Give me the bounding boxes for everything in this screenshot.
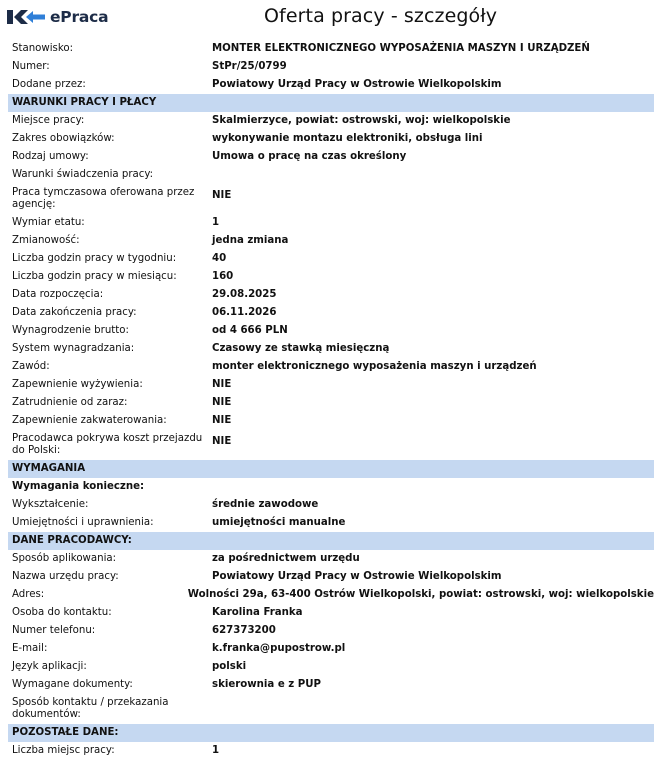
detail-label: Wymiar etatu: <box>12 217 85 228</box>
detail-label: Zmianowość: <box>12 235 80 246</box>
detail-row <box>8 250 654 268</box>
detail-label: Język aplikacji: <box>12 661 87 672</box>
detail-value: Umowa o pracę na czas określony <box>212 151 407 162</box>
detail-value: od 4 666 PLN <box>212 325 288 336</box>
detail-row-dodane-przez <box>8 76 654 94</box>
detail-label: Liczba godzin pracy w miesiącu: <box>12 271 177 282</box>
detail-row-stanowisko <box>8 40 654 58</box>
epraca-logo-icon <box>6 7 46 27</box>
detail-row <box>8 430 654 460</box>
detail-value <box>212 697 654 724</box>
detail-row <box>8 514 654 532</box>
detail-row <box>8 268 654 286</box>
detail-label: Data rozpoczęcia: <box>12 289 104 300</box>
detail-row <box>8 184 654 214</box>
detail-label: Adres: <box>12 589 45 600</box>
detail-row <box>8 148 654 166</box>
detail-value: NIE <box>212 190 232 201</box>
detail-value: StPr/25/0799 <box>212 61 287 72</box>
detail-value: MONTER ELEKTRONICZNEGO WYPOSAŻENIA MASZYN I URZĄDZEŃ <box>212 43 590 54</box>
detail-row <box>8 640 654 658</box>
detail-row <box>8 496 654 514</box>
detail-label: System wynagradzania: <box>12 343 135 354</box>
detail-value: 627373200 <box>212 625 276 636</box>
detail-value: Powiatowy Urząd Pracy w Ostrowie Wielkopolskim <box>212 79 502 90</box>
detail-row <box>8 604 654 622</box>
section-header-warunki: WARUNKI PRACY I PŁACY <box>8 94 654 112</box>
detail-value: Karolina Franka <box>212 607 303 618</box>
detail-value: NIE <box>212 415 232 426</box>
detail-value: 40 <box>212 253 227 264</box>
detail-label: Nazwa urzędu pracy: <box>12 571 119 582</box>
detail-label: E-mail: <box>12 643 48 654</box>
detail-label: Warunki świadczenia pracy: <box>12 169 154 180</box>
detail-row <box>8 568 654 586</box>
detail-label: Rodzaj umowy: <box>12 151 89 162</box>
detail-row <box>8 586 654 604</box>
detail-label: Miejsce pracy: <box>12 115 85 126</box>
detail-label: Liczba miejsc pracy: <box>12 745 115 756</box>
detail-label: Data zakończenia pracy: <box>12 307 137 318</box>
detail-row-numer <box>8 58 654 76</box>
detail-row <box>8 376 654 394</box>
epraca-logo[interactable] <box>6 6 108 28</box>
detail-label: Wynagrodzenie brutto: <box>12 325 129 336</box>
detail-row <box>8 112 654 130</box>
detail-row <box>8 658 654 676</box>
detail-value <box>212 169 654 184</box>
detail-label: Numer telefonu: <box>12 625 96 636</box>
detail-value: 1 <box>212 217 220 228</box>
detail-row <box>8 412 654 430</box>
detail-value: skierownia e z PUP <box>212 679 321 690</box>
detail-row <box>8 322 654 340</box>
detail-label: Dodane przez: <box>12 79 86 90</box>
detail-label: Numer: <box>12 61 50 72</box>
detail-row <box>8 694 654 724</box>
detail-value: 1 <box>212 745 220 756</box>
detail-row <box>8 340 654 358</box>
detail-value: 160 <box>212 271 234 282</box>
detail-value: średnie zawodowe <box>212 499 319 510</box>
detail-label: Pracodawca pokrywa koszt przejazdu do Polski: <box>12 433 203 456</box>
detail-row <box>8 622 654 640</box>
section-header-pracodawca: DANE PRACODAWCY: <box>8 532 654 550</box>
detail-row <box>8 232 654 250</box>
detail-value: jedna zmiana <box>212 235 289 246</box>
detail-label: Sposób kontaktu / przekazania dokumentów: <box>12 697 169 720</box>
detail-row <box>8 166 654 184</box>
requirements-subheading: Wymagania konieczne: <box>12 481 145 492</box>
detail-value: 06.11.2026 <box>212 307 277 318</box>
detail-value: 29.08.2025 <box>212 289 277 300</box>
detail-value: Wolności 29a, 63-400 Ostrów Wielkopolski, powiat: ostrowski, woj: wielkopolskie <box>187 589 654 600</box>
contact-email[interactable]: k.franka@pupostrow.pl <box>212 643 346 654</box>
detail-label: Zapewnienie zakwaterowania: <box>12 415 167 426</box>
section-header-wymagania: WYMAGANIA <box>8 460 654 478</box>
detail-label: Zapewnienie wyżywienia: <box>12 379 143 390</box>
logo-text: ePraca <box>50 8 109 26</box>
detail-value: monter elektronicznego wyposażenia maszyn i urządzeń <box>212 361 537 372</box>
detail-value: polski <box>212 661 247 672</box>
detail-label: Umiejętności i uprawnienia: <box>12 517 154 528</box>
detail-label: Zakres obowiązków: <box>12 133 115 144</box>
detail-value: wykonywanie montazu elektroniki, obsługa lini <box>212 133 483 144</box>
detail-value: NIE <box>212 436 232 447</box>
detail-row <box>8 304 654 322</box>
detail-label: Stanowisko: <box>12 43 74 54</box>
detail-label: Zawód: <box>12 361 50 372</box>
detail-label: Wymagane dokumenty: <box>12 679 133 690</box>
detail-label: Wykształcenie: <box>12 499 89 510</box>
detail-label: Praca tymczasowa oferowana przez agencję: <box>12 187 195 210</box>
detail-label: Osoba do kontaktu: <box>12 607 112 618</box>
detail-row <box>8 286 654 304</box>
detail-row <box>8 550 654 568</box>
section-header-pozostale: POZOSTAŁE DANE: <box>8 724 654 742</box>
detail-value: Powiatowy Urząd Pracy w Ostrowie Wielkopolskim <box>212 571 502 582</box>
detail-value: za pośrednictwem urzędu <box>212 553 360 564</box>
detail-label: Zatrudnienie od zaraz: <box>12 397 128 408</box>
detail-label: Sposób aplikowania: <box>12 553 117 564</box>
page-title: Oferta pracy - szczegóły <box>264 5 498 27</box>
detail-value: NIE <box>212 379 232 390</box>
detail-row <box>8 742 654 760</box>
detail-row <box>8 676 654 694</box>
detail-row <box>8 130 654 148</box>
detail-value: Skalmierzyce, powiat: ostrowski, woj: wielkopolskie <box>212 115 511 126</box>
detail-row <box>8 358 654 376</box>
detail-value: NIE <box>212 397 232 408</box>
page-header <box>0 0 654 36</box>
offer-details <box>8 40 654 760</box>
detail-value: Czasowy ze stawką miesięczną <box>212 343 390 354</box>
detail-label: Liczba godzin pracy w tygodniu: <box>12 253 177 264</box>
detail-row <box>8 214 654 232</box>
detail-row <box>8 394 654 412</box>
detail-value: umiejętności manualne <box>212 517 346 528</box>
